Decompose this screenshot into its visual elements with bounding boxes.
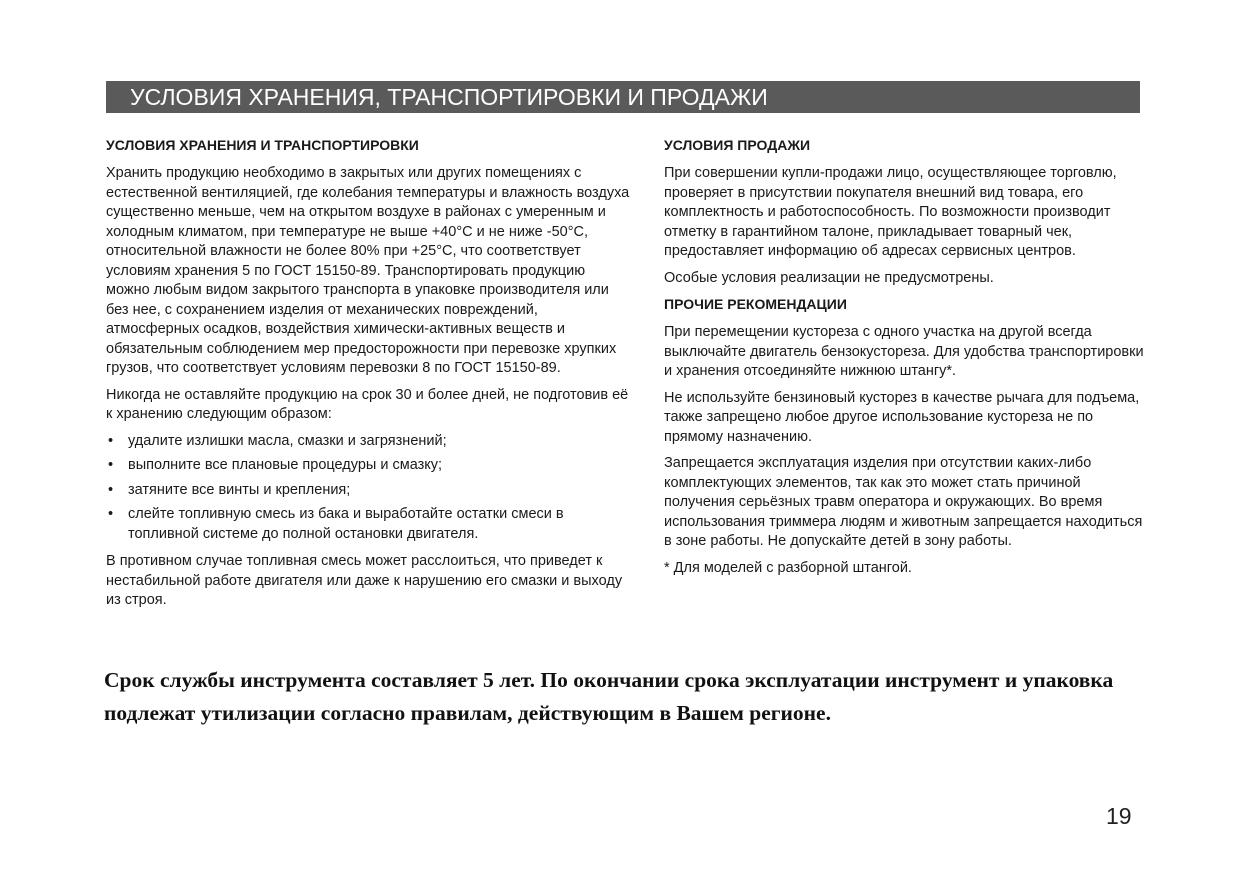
recommendation-moving: При перемещении кустореза с одного участка на другой всегда выключайте двигатель бензокустореза. Для удобства транспортировки и хранения отсоединяйте нижнюю штангу*. bbox=[664, 324, 1144, 379]
storage-transport-text: Хранить продукцию необходимо в закрытых или других помещениях с естественной вентиляцией, где колебания температуры и влажность воздуха существенно меньше, чем на открытом воздухе в районах с умеренным и холодным климатом, при температуре не выше +40°С и не ниже -50°С, относительной влажности не более 80% при +25°С, что соответствует условиям хранения 5 по ГОСТ 15150-89. Транспортировать продукцию можно любым видом закрытого транспорта в упаковке производителя или без нее, с сохранением изделия от механических повреждений, атмосферных осадков, воздействия химически-активных веществ и обязательным соблюдением мер предосторожности при перевозке хрупких грузов, что соответствует условиям перевозки 8 по ГОСТ 15150-89. bbox=[106, 165, 630, 376]
recommendation-lever: Не используйте бензиновый кусторез в качестве рычага для подъема, также запрещено любое другое использование кустореза не по прямому назначению. bbox=[664, 389, 1140, 445]
service-life-notice: Срок службы инструмента составляет 5 лет. По окончании срока эксплуатации инструмент и упаковка подлежат утилизации согласно правилам, действующим в Вашем регионе. bbox=[104, 668, 1114, 725]
left-column bbox=[106, 136, 631, 618]
bullet-icon: • bbox=[108, 481, 114, 498]
bullet-icon: • bbox=[108, 432, 114, 449]
storage-transport-heading: УСЛОВИЯ ХРАНЕНИЯ И ТРАНСПОРТИРОВКИ bbox=[106, 137, 419, 153]
section-banner bbox=[106, 81, 1140, 113]
special-conditions-text: Особые условия реализации не предусмотрены. bbox=[664, 269, 994, 286]
sale-conditions-text: При совершении купли-продажи лицо, осуществляющее торговлю, проверяет в присутствии покупателя внешний вид товара, его комплектность и работоспособность. По возможности производит отметку в гарантийном талоне, прикладывает товарный чек, предоставляет информацию об адресах сервисных центров. bbox=[664, 165, 1117, 259]
section-title: УСЛОВИЯ ХРАНЕНИЯ, ТРАНСПОРТИРОВКИ И ПРОДАЖИ bbox=[130, 84, 768, 110]
list-item-text: удалите излишки масла, смазки и загрязнений; bbox=[128, 432, 447, 449]
sale-conditions-heading: УСЛОВИЯ ПРОДАЖИ bbox=[664, 137, 811, 153]
list-item-text: слейте топливную смесь из бака и выработайте остатки смеси в топливной системе до полной остановки двигателя. bbox=[128, 506, 564, 542]
list-item bbox=[106, 456, 631, 476]
list-item bbox=[106, 505, 631, 544]
list-item-text: затяните все винты и крепления; bbox=[128, 481, 351, 498]
list-item bbox=[106, 432, 631, 452]
bullet-icon: • bbox=[108, 506, 114, 522]
storage-preparation-intro: Никогда не оставляйте продукцию на срок 30 и более дней, не подготовив её к хранению следующим образом: bbox=[106, 386, 629, 422]
other-recommendations-heading: ПРОЧИЕ РЕКОМЕНДАЦИИ bbox=[664, 296, 847, 312]
page-number: 19 bbox=[1106, 803, 1132, 829]
bullet-icon: • bbox=[108, 457, 114, 473]
list-item-text: выполните все плановые процедуры и смазку; bbox=[128, 457, 443, 473]
recommendation-safety: Запрещается эксплуатация изделия при отсутствии каких-либо комплектующих элементов, так как это может стать причиной получения серьёзных травм оператора и окружающих. Во время использования триммера людям и животным запрещается находиться в зоне работы. Не допускайте детей в зону работы. bbox=[664, 455, 1143, 549]
right-column bbox=[664, 136, 1149, 585]
storage-preparation-list bbox=[106, 432, 631, 545]
footnote: * Для моделей с разборной штангой. bbox=[664, 559, 912, 576]
storage-warning-text: В противном случае топливная смесь может расслоиться, что приведет к нестабильной работе двигателя или даже к нарушению его смазки и выходу из строя. bbox=[106, 553, 623, 608]
list-item bbox=[106, 481, 631, 501]
